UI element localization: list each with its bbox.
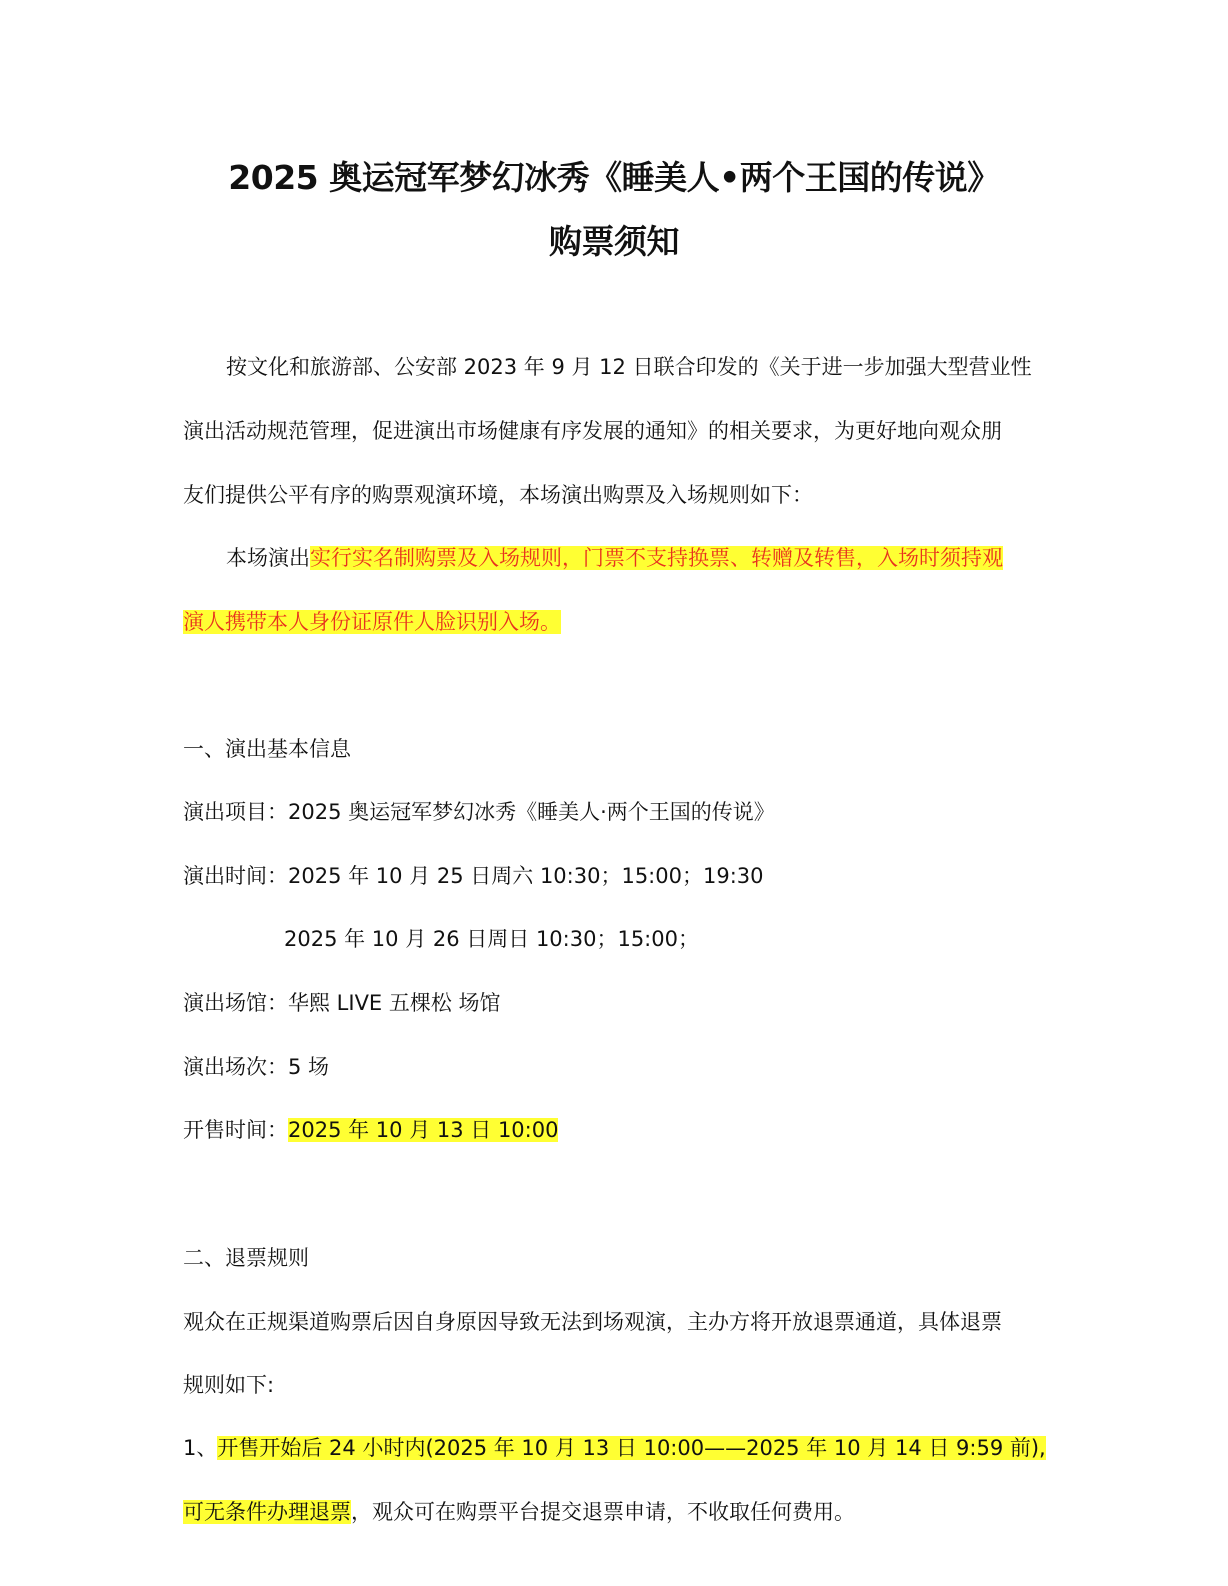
section1-heading: 一、演出基本信息 bbox=[183, 737, 351, 761]
refund-item-1-rest: ，观众可在购票平台提交退票申请，不收取任何费用。 bbox=[351, 1500, 855, 1524]
rule-line-1 bbox=[226, 543, 1003, 573]
refund-desc-line-2: 规则如下: bbox=[183, 1373, 275, 1397]
venue-value: 华熙 LIVE 五棵松 场馆 bbox=[288, 991, 501, 1015]
time-label: 演出时间： bbox=[183, 864, 288, 888]
rule-prefix: 本场演出 bbox=[226, 546, 310, 570]
refund-item-1-highlight-2: 可无条件办理退票 bbox=[183, 1500, 351, 1524]
refund-desc-line-1: 观众在正规渠道购票后因自身原因导致无法到场观演，主办方将开放退票通道，具体退票 bbox=[183, 1310, 1002, 1334]
section2-heading: 二、退票规则 bbox=[183, 1246, 309, 1270]
refund-item-1-line-2 bbox=[183, 1497, 855, 1527]
refund-item-1-number: 1、 bbox=[183, 1436, 218, 1460]
sale-label: 开售时间： bbox=[183, 1118, 288, 1142]
intro-line-2: 演出活动规范管理，促进演出市场健康有序发展的通知》的相关要求，为更好地向观众朋 bbox=[183, 419, 1002, 443]
rule-highlight-2: 演人携带本人身份证原件人脸识别入场。 bbox=[183, 610, 561, 634]
rule-highlight-1: 实行实名制购票及入场规则，门票不支持换票、转赠及转售，入场时须持观 bbox=[310, 546, 1003, 570]
document-title: 2025 奥运冠军梦幻冰秀《睡美人•两个王国的传说》 bbox=[228, 158, 1000, 197]
project-value: 2025 奥运冠军梦幻冰秀《睡美人·两个王国的传说》 bbox=[288, 800, 775, 824]
shows-label: 演出场次： bbox=[183, 1055, 288, 1079]
shows-value: 5 场 bbox=[288, 1055, 330, 1079]
shows-row bbox=[183, 1052, 329, 1082]
intro-line-3: 友们提供公平有序的购票观演环境，本场演出购票及入场规则如下： bbox=[183, 483, 813, 507]
time-value-2: 2025 年 10 月 26 日周日 10:30；15:00； bbox=[284, 927, 699, 951]
venue-row bbox=[183, 988, 501, 1018]
venue-label: 演出场馆： bbox=[183, 991, 288, 1015]
rule-line-2 bbox=[183, 607, 561, 637]
sale-value: 2025 年 10 月 13 日 10:00 bbox=[288, 1118, 559, 1142]
intro-line-1: 按文化和旅游部、公安部 2023 年 9 月 12 日联合印发的《关于进一步加强大型营业性 bbox=[226, 355, 1032, 379]
project-row bbox=[183, 797, 775, 827]
time-value-1: 2025 年 10 月 25 日周六 10:30；15:00；19:30 bbox=[288, 864, 764, 888]
project-label: 演出项目： bbox=[183, 800, 288, 824]
sale-row bbox=[183, 1115, 558, 1145]
document-subtitle: 购票须知 bbox=[549, 222, 679, 261]
time-row bbox=[183, 861, 764, 891]
refund-item-1-highlight: 开售开始后 24 小时内(2025 年 10 月 13 日 10:00——2025 年 10 月 14 日 9:59 前), bbox=[217, 1436, 1046, 1460]
refund-item-1 bbox=[183, 1433, 1046, 1463]
